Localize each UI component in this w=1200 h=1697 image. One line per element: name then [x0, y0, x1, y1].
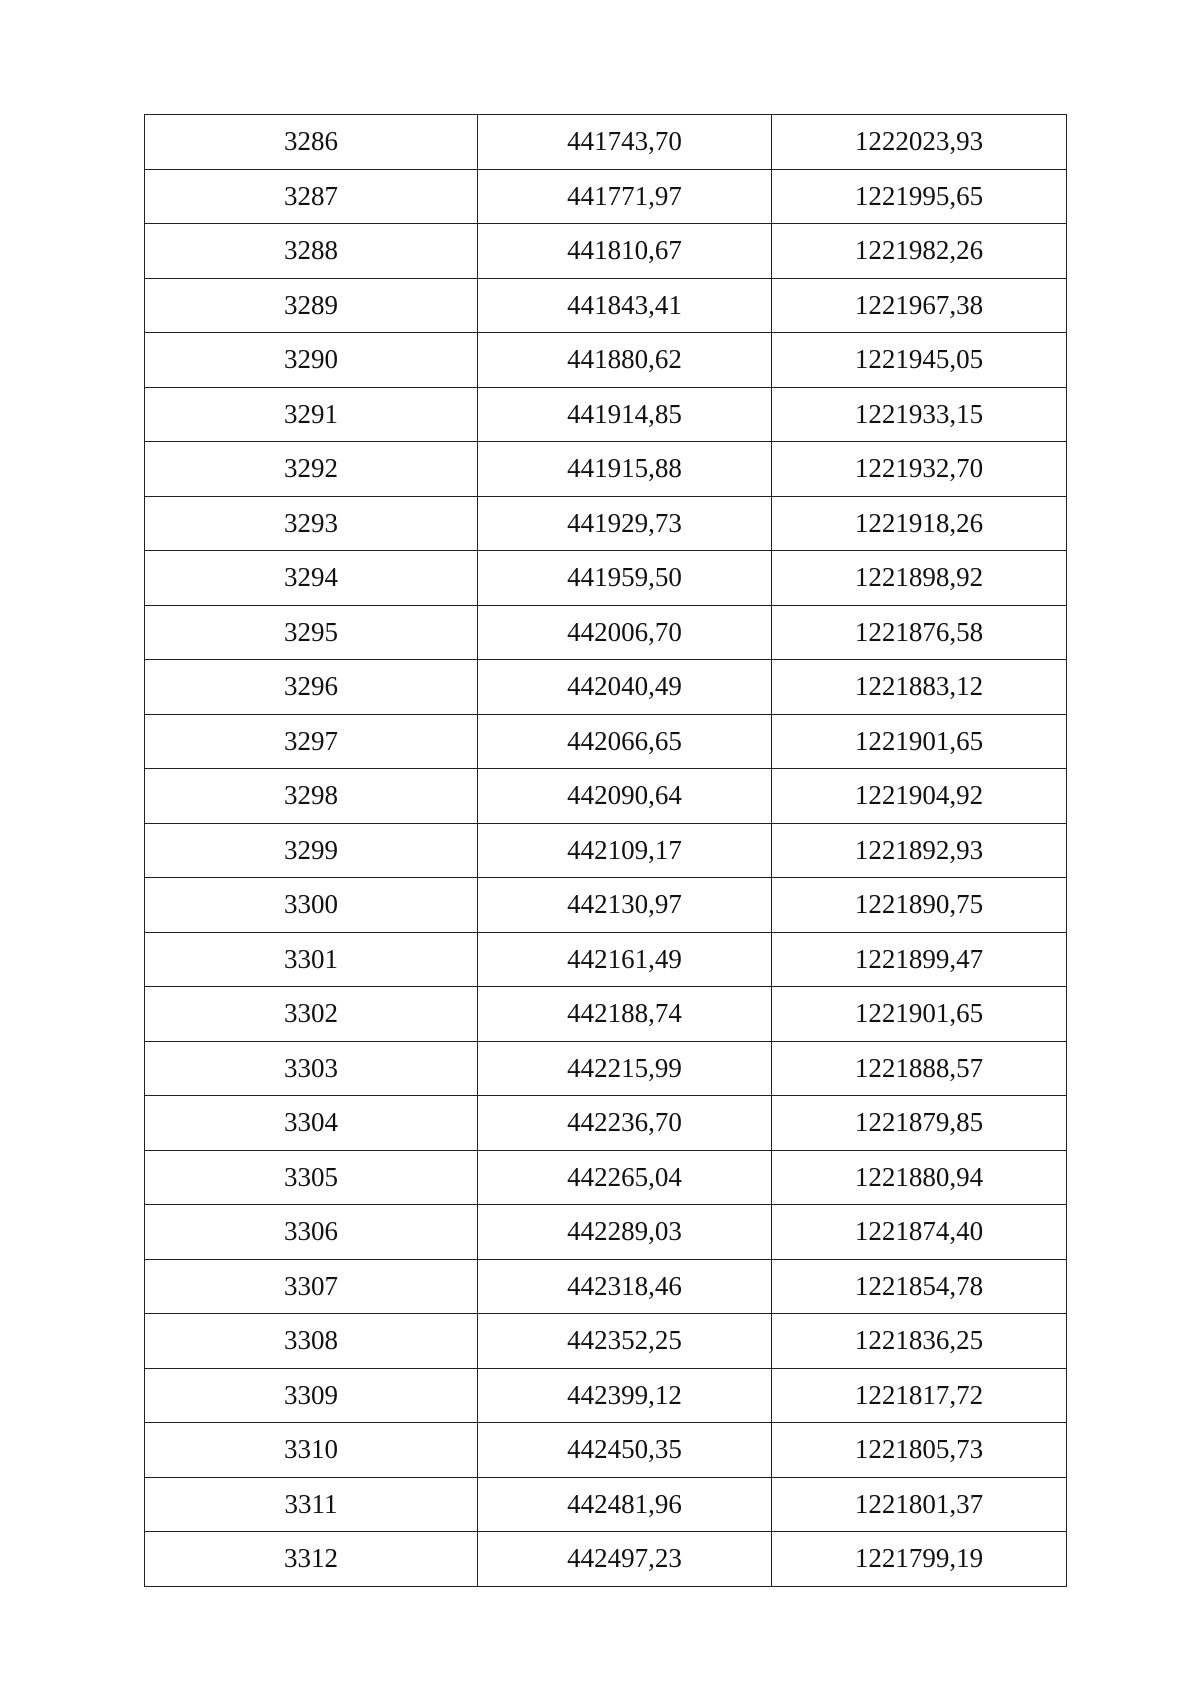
- x-coordinate-cell: 441959,50: [478, 551, 772, 606]
- point-number-cell: 3305: [145, 1150, 478, 1205]
- y-coordinate-cell: 1221932,70: [772, 442, 1067, 497]
- table-row: [145, 1368, 1067, 1423]
- table-row: [145, 278, 1067, 333]
- y-coordinate-cell: 1221901,65: [772, 714, 1067, 769]
- point-number-cell: 3294: [145, 551, 478, 606]
- x-coordinate-cell: 441880,62: [478, 333, 772, 388]
- x-coordinate-cell: 441743,70: [478, 115, 772, 170]
- x-coordinate-cell: 442450,35: [478, 1423, 772, 1478]
- x-coordinate-cell: 442215,99: [478, 1041, 772, 1096]
- y-coordinate-cell: 1221995,65: [772, 169, 1067, 224]
- table-row: [145, 878, 1067, 933]
- x-coordinate-cell: 441843,41: [478, 278, 772, 333]
- y-coordinate-cell: 1221933,15: [772, 387, 1067, 442]
- point-number-cell: 3311: [145, 1477, 478, 1532]
- table-row: [145, 496, 1067, 551]
- y-coordinate-cell: 1221879,85: [772, 1096, 1067, 1151]
- point-number-cell: 3296: [145, 660, 478, 715]
- table-row: [145, 769, 1067, 824]
- x-coordinate-cell: 441929,73: [478, 496, 772, 551]
- point-number-cell: 3310: [145, 1423, 478, 1478]
- x-coordinate-cell: 442318,46: [478, 1259, 772, 1314]
- x-coordinate-cell: 442109,17: [478, 823, 772, 878]
- coordinates-table: [144, 114, 1067, 1587]
- x-coordinate-cell: 441915,88: [478, 442, 772, 497]
- table-row: [145, 1532, 1067, 1587]
- y-coordinate-cell: 1221883,12: [772, 660, 1067, 715]
- table-row: [145, 551, 1067, 606]
- x-coordinate-cell: 442481,96: [478, 1477, 772, 1532]
- table-row: [145, 823, 1067, 878]
- point-number-cell: 3303: [145, 1041, 478, 1096]
- table-row: [145, 169, 1067, 224]
- point-number-cell: 3286: [145, 115, 478, 170]
- y-coordinate-cell: 1221918,26: [772, 496, 1067, 551]
- table-row: [145, 1477, 1067, 1532]
- point-number-cell: 3299: [145, 823, 478, 878]
- x-coordinate-cell: 442399,12: [478, 1368, 772, 1423]
- table-row: [145, 1314, 1067, 1369]
- x-coordinate-cell: 442130,97: [478, 878, 772, 933]
- y-coordinate-cell: 1221898,92: [772, 551, 1067, 606]
- y-coordinate-cell: 1221888,57: [772, 1041, 1067, 1096]
- point-number-cell: 3293: [145, 496, 478, 551]
- x-coordinate-cell: 442161,49: [478, 932, 772, 987]
- x-coordinate-cell: 442236,70: [478, 1096, 772, 1151]
- table-row: [145, 1259, 1067, 1314]
- y-coordinate-cell: 1221874,40: [772, 1205, 1067, 1260]
- x-coordinate-cell: 442497,23: [478, 1532, 772, 1587]
- table-row: [145, 932, 1067, 987]
- table-row: [145, 1205, 1067, 1260]
- y-coordinate-cell: 1221945,05: [772, 333, 1067, 388]
- y-coordinate-cell: 1221854,78: [772, 1259, 1067, 1314]
- point-number-cell: 3301: [145, 932, 478, 987]
- x-coordinate-cell: 442265,04: [478, 1150, 772, 1205]
- y-coordinate-cell: 1221967,38: [772, 278, 1067, 333]
- table-row: [145, 442, 1067, 497]
- y-coordinate-cell: 1221817,72: [772, 1368, 1067, 1423]
- y-coordinate-cell: 1222023,93: [772, 115, 1067, 170]
- table-row: [145, 115, 1067, 170]
- point-number-cell: 3295: [145, 605, 478, 660]
- point-number-cell: 3291: [145, 387, 478, 442]
- x-coordinate-cell: 442188,74: [478, 987, 772, 1042]
- table-row: [145, 1041, 1067, 1096]
- table-row: [145, 660, 1067, 715]
- x-coordinate-cell: 441810,67: [478, 224, 772, 279]
- point-number-cell: 3307: [145, 1259, 478, 1314]
- table-row: [145, 333, 1067, 388]
- table-row: [145, 224, 1067, 279]
- y-coordinate-cell: 1221904,92: [772, 769, 1067, 824]
- point-number-cell: 3312: [145, 1532, 478, 1587]
- point-number-cell: 3292: [145, 442, 478, 497]
- table-row: [145, 1150, 1067, 1205]
- point-number-cell: 3297: [145, 714, 478, 769]
- x-coordinate-cell: 442006,70: [478, 605, 772, 660]
- table-row: [145, 714, 1067, 769]
- point-number-cell: 3306: [145, 1205, 478, 1260]
- x-coordinate-cell: 442090,64: [478, 769, 772, 824]
- table-row: [145, 1096, 1067, 1151]
- table-row: [145, 1423, 1067, 1478]
- x-coordinate-cell: 442289,03: [478, 1205, 772, 1260]
- table-row: [145, 387, 1067, 442]
- y-coordinate-cell: 1221890,75: [772, 878, 1067, 933]
- point-number-cell: 3289: [145, 278, 478, 333]
- y-coordinate-cell: 1221799,19: [772, 1532, 1067, 1587]
- y-coordinate-cell: 1221880,94: [772, 1150, 1067, 1205]
- y-coordinate-cell: 1221836,25: [772, 1314, 1067, 1369]
- x-coordinate-cell: 442040,49: [478, 660, 772, 715]
- point-number-cell: 3298: [145, 769, 478, 824]
- point-number-cell: 3304: [145, 1096, 478, 1151]
- y-coordinate-cell: 1221801,37: [772, 1477, 1067, 1532]
- x-coordinate-cell: 442066,65: [478, 714, 772, 769]
- coordinates-table-body: [145, 115, 1067, 1587]
- point-number-cell: 3308: [145, 1314, 478, 1369]
- y-coordinate-cell: 1221805,73: [772, 1423, 1067, 1478]
- x-coordinate-cell: 442352,25: [478, 1314, 772, 1369]
- point-number-cell: 3287: [145, 169, 478, 224]
- y-coordinate-cell: 1221899,47: [772, 932, 1067, 987]
- point-number-cell: 3290: [145, 333, 478, 388]
- table-row: [145, 987, 1067, 1042]
- point-number-cell: 3309: [145, 1368, 478, 1423]
- y-coordinate-cell: 1221982,26: [772, 224, 1067, 279]
- y-coordinate-cell: 1221876,58: [772, 605, 1067, 660]
- y-coordinate-cell: 1221901,65: [772, 987, 1067, 1042]
- x-coordinate-cell: 441771,97: [478, 169, 772, 224]
- table-row: [145, 605, 1067, 660]
- point-number-cell: 3288: [145, 224, 478, 279]
- point-number-cell: 3302: [145, 987, 478, 1042]
- point-number-cell: 3300: [145, 878, 478, 933]
- y-coordinate-cell: 1221892,93: [772, 823, 1067, 878]
- x-coordinate-cell: 441914,85: [478, 387, 772, 442]
